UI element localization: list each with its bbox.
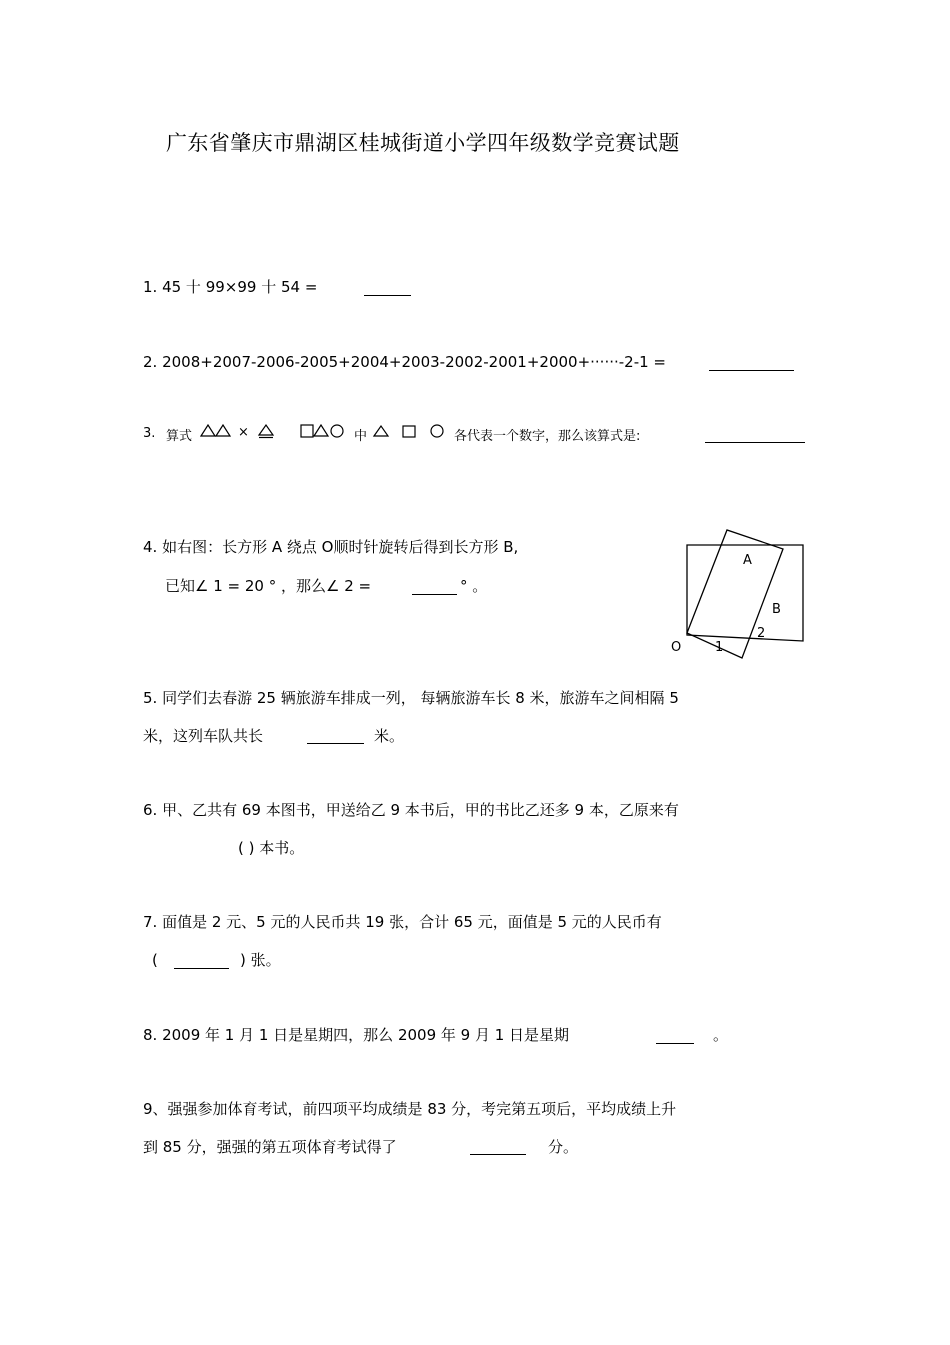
question-4-line-1: 4. 如右图：长方形 A 绕点 O顺时针旋转后得到长方形 B, (143, 538, 519, 556)
question-8-end: 。 (713, 1026, 729, 1044)
question-1-text: 1. 45 十 99×99 十 54 = (143, 278, 318, 296)
question-7-close: ) 张。 (240, 951, 281, 969)
question-4-line-2: 已知∠ 1 = 20 ° ，那么∠ 2 = (165, 577, 372, 595)
question-3-lead: 算式 (166, 429, 193, 444)
question-7-line-1: 7. 面值是 2 元、5 元的人民币共 19 张，合计 65 元，面值是 5 元的人民币有 (143, 913, 662, 931)
question-5-answer-blank[interactable] (307, 743, 364, 744)
question-7-answer-blank[interactable] (174, 968, 229, 969)
question-1-answer-blank[interactable] (364, 295, 411, 296)
question-3-middle: 中 (354, 429, 368, 444)
question-9-line-1: 9、强强参加体育考试，前四项平均成绩是 83 分，考完第五项后，平均成绩上升 (143, 1100, 677, 1118)
question-3-number: 3. (143, 426, 156, 441)
double-triangle-icon (200, 423, 232, 438)
label-angle-2: 2 (757, 626, 766, 641)
label-o: O (671, 640, 682, 655)
question-2-answer-blank[interactable] (709, 370, 794, 371)
question-9-line-2: 到 85 分，强强的第五项体育考试得了 (143, 1138, 397, 1156)
question-5-line-1: 5. 同学们去春游 25 辆旅游车排成一列， 每辆旅游车长 8 米，旅游车之间相隔 5 (143, 689, 679, 707)
question-5-line-2-end: 米。 (374, 727, 405, 745)
question-8-answer-blank[interactable] (656, 1043, 694, 1044)
question-4-answer-blank[interactable] (412, 594, 457, 595)
label-b: B (772, 602, 781, 617)
triangle-with-bar-icon (257, 423, 275, 439)
question-3-times: × (238, 425, 249, 440)
label-a: A (743, 553, 752, 568)
label-angle-1: 1 (715, 640, 724, 655)
question-7-open-paren: ( (152, 951, 158, 969)
rotation-figure (666, 525, 816, 660)
square-triangle-circle-icon (300, 423, 346, 439)
question-3-suffix: 各代表一个数字，那么该算式是: (454, 429, 641, 444)
question-6-line-2: ( ) 本书。 (238, 839, 305, 857)
question-3-answer-blank[interactable] (705, 442, 805, 443)
question-5-line-2: 米，这列车队共长 (143, 727, 264, 745)
square-icon (401, 424, 417, 439)
page-title: 广东省肇庆市鼎湖区桂城街道小学四年级数学竞赛试题 (166, 131, 680, 155)
triangle-icon (372, 424, 390, 438)
question-8-text: 8. 2009 年 1 月 1 日是星期四，那么 2009 年 9 月 1 日是星期 (143, 1026, 570, 1044)
question-9-line-2-end: 分。 (548, 1138, 579, 1156)
question-2-text: 2. 2008+2007-2006-2005+2004+2003-2002-2001+2000+······-2-1 = (143, 353, 666, 371)
question-4-line-2-end: ° 。 (460, 577, 488, 595)
circle-icon (429, 423, 445, 439)
question-9-answer-blank[interactable] (470, 1154, 526, 1155)
question-6-line-1: 6. 甲、乙共有 69 本图书，甲送给乙 9 本书后，甲的书比乙还多 9 本，乙原来有 (143, 801, 679, 819)
